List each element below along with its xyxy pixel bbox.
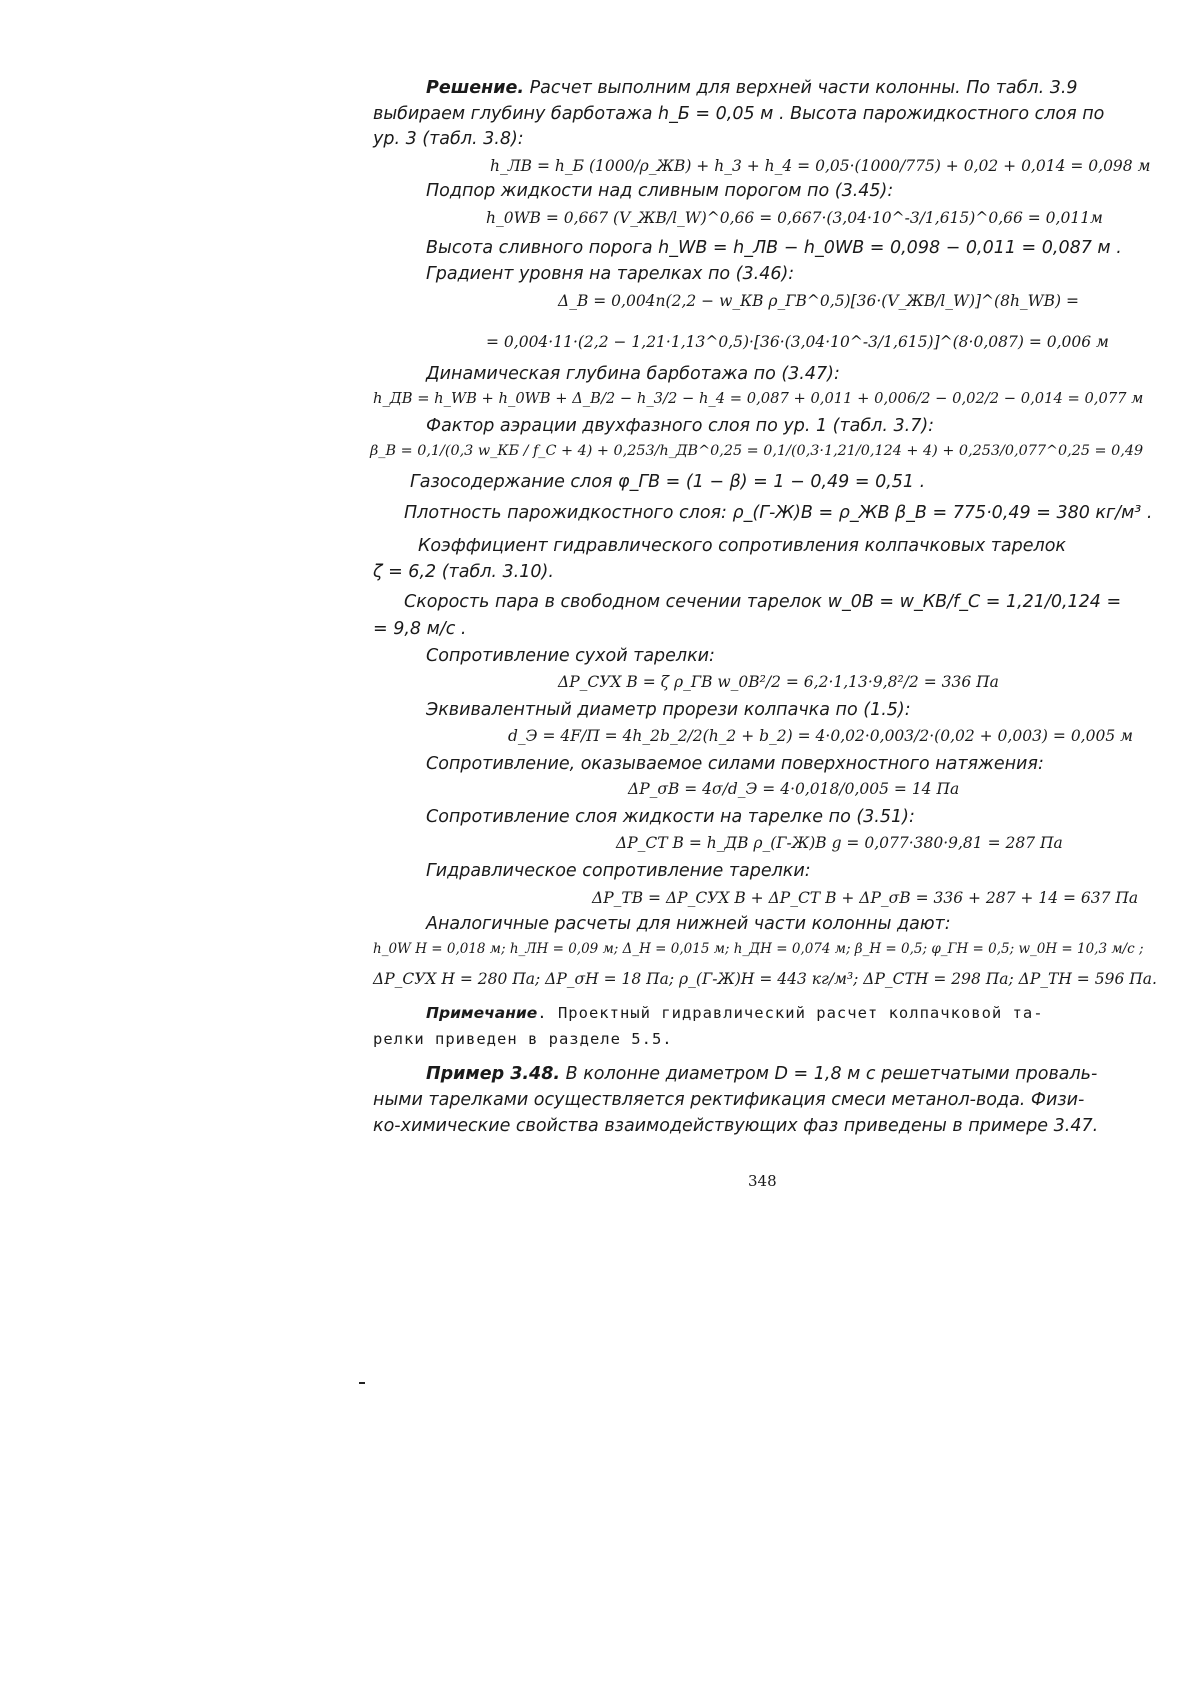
- text-line: Градиент уровня на тарелках по (3.46):: [426, 264, 795, 284]
- formula-line: β_В = 0,1/(0,3 w_КБ / f_C + 4) + 0,253/h_ДВ^0,25 = 0,1/(0,3·1,21/0,124 + 4) + 0,253/0,077^0,25 = 0,49: [370, 443, 1144, 459]
- page-number: 348: [748, 1172, 777, 1190]
- text-line: В колонне диаметром D = 1,8 м с решетчатыми проваль-: [560, 1064, 1098, 1084]
- formula-line: ΔP_СТ В = h_ДВ ρ_(Г-Ж)В g = 0,077·380·9,81 = 287 Па: [616, 834, 1063, 852]
- formula-line: h_ЛВ = h_Б (1000/ρ_ЖВ) + h_3 + h_4 = 0,05·(1000/775) + 0,02 + 0,014 = 0,098 м: [490, 157, 1151, 175]
- text-line: ζ = 6,2 (табл. 3.10).: [373, 562, 554, 582]
- text-line: ко-химические свойства взаимодействующих фаз приведены в примере 3.47.: [373, 1116, 1099, 1136]
- solution-heading-line: [426, 80, 1078, 98]
- text-line: ур. 3 (табл. 3.8):: [373, 129, 524, 149]
- formula-line: ΔP_σВ = 4σ/d_Э = 4·0,018/0,005 = 14 Па: [628, 780, 960, 798]
- text-line: Эквивалентный диаметр прорези колпачка по (1.5):: [426, 700, 911, 720]
- note-label: Примечание: [426, 1004, 538, 1022]
- text-line: Газосодержание слоя φ_ГВ = (1 − β) = 1 − 0,49 = 0,51 .: [410, 472, 926, 492]
- text-line: Сопротивление, оказываемое силами поверхностного натяжения:: [426, 754, 1044, 774]
- formula-line: ΔP_ТВ = ΔP_СУХ В + ΔP_СТ В + ΔP_σВ = 336 + 287 + 14 = 637 Па: [592, 889, 1139, 907]
- text-line: . Проектный гидравлический расчет колпачковой та-: [537, 1004, 1044, 1022]
- text-line: Сопротивление слоя жидкости на тарелке по (3.51):: [426, 807, 915, 827]
- text-line: релки приведен в разделе 5.5.: [373, 1030, 673, 1048]
- text-line: ными тарелками осуществляется ректификация смеси метанол-вода. Физи-: [373, 1090, 1085, 1110]
- text-line: Высота сливного порога h_WВ = h_ЛВ − h_0WВ = 0,098 − 0,011 = 0,087 м .: [426, 238, 1122, 258]
- text-line: Динамическая глубина барботажа по (3.47):: [426, 364, 840, 384]
- formula-line: h_ДВ = h_WВ + h_0WВ + Δ_В/2 − h_3/2 − h_4 = 0,087 + 0,011 + 0,006/2 − 0,02/2 − 0,014 = 0,077 м: [373, 390, 1144, 407]
- example-label: Пример 3.48.: [426, 1064, 561, 1084]
- formula-line: = 0,004·11·(2,2 − 1,21·1,13^0,5)·[36·(3,04·10^-3/1,615)]^(8·0,087) = 0,006 м: [486, 333, 1109, 351]
- solution-label: Решение.: [426, 78, 525, 98]
- text-line: Коэффициент гидравлического сопротивления колпачковых тарелок: [418, 536, 1066, 556]
- text-line: выбираем глубину барботажа h_Б = 0,05 м . Высота парожидкостного слоя по: [373, 104, 1105, 124]
- note-line: [426, 1006, 1044, 1022]
- formula-line: h_0WВ = 0,667 (V_ЖВ/l_W)^0,66 = 0,667·(3,04·10^-3/1,615)^0,66 = 0,011м: [486, 209, 1103, 227]
- formula-line: ΔP_СУХ В = ζ ρ_ГВ w_0В²/2 = 6,2·1,13·9,8²/2 = 336 Па: [558, 673, 999, 691]
- text-line: Подпор жидкости над сливным порогом по (3.45):: [426, 181, 894, 201]
- example-heading-line: [426, 1066, 1097, 1084]
- text-line: Расчет выполним для верхней части колонны. По табл. 3.9: [524, 78, 1078, 98]
- formula-line: ΔP_СУХ Н = 280 Па; ΔP_σН = 18 Па; ρ_(Г-Ж)Н = 443 кг/м³; ΔP_СТН = 298 Па; ΔP_ТН = 596 Па.: [373, 970, 1157, 988]
- formula-line: h_0W Н = 0,018 м; h_ЛН = 0,09 м; Δ_Н = 0,015 м; h_ДН = 0,074 м; β_Н = 0,5; φ_ГН = 0,5; w_0Н = 10,3 м/с ;: [373, 941, 1144, 957]
- text-line: Плотность парожидкостного слоя: ρ_(Г-Ж)В = ρ_ЖВ β_В = 775·0,49 = 380 кг/м³ .: [404, 503, 1153, 523]
- text-line: = 9,8 м/с .: [373, 619, 467, 639]
- text-line: Скорость пара в свободном сечении тарелок w_0В = w_КВ/f_C = 1,21/0,124 =: [404, 592, 1122, 612]
- formula-line: d_Э = 4F/П = 4h_2b_2/2(h_2 + b_2) = 4·0,02·0,003/2·(0,02 + 0,003) = 0,005 м: [508, 727, 1133, 745]
- text-line: Гидравлическое сопротивление тарелки:: [426, 861, 811, 881]
- text-line: Фактор аэрации двухфазного слоя по ур. 1 (табл. 3.7):: [426, 416, 935, 436]
- scan-mark: [359, 1382, 365, 1384]
- text-line: Сопротивление сухой тарелки:: [426, 646, 715, 666]
- formula-line: Δ_В = 0,004n(2,2 − w_КВ ρ_ГВ^0,5)[36·(V_ЖВ/l_W)]^(8h_WВ) =: [558, 292, 1079, 310]
- text-line: Аналогичные расчеты для нижней части колонны дают:: [426, 914, 951, 934]
